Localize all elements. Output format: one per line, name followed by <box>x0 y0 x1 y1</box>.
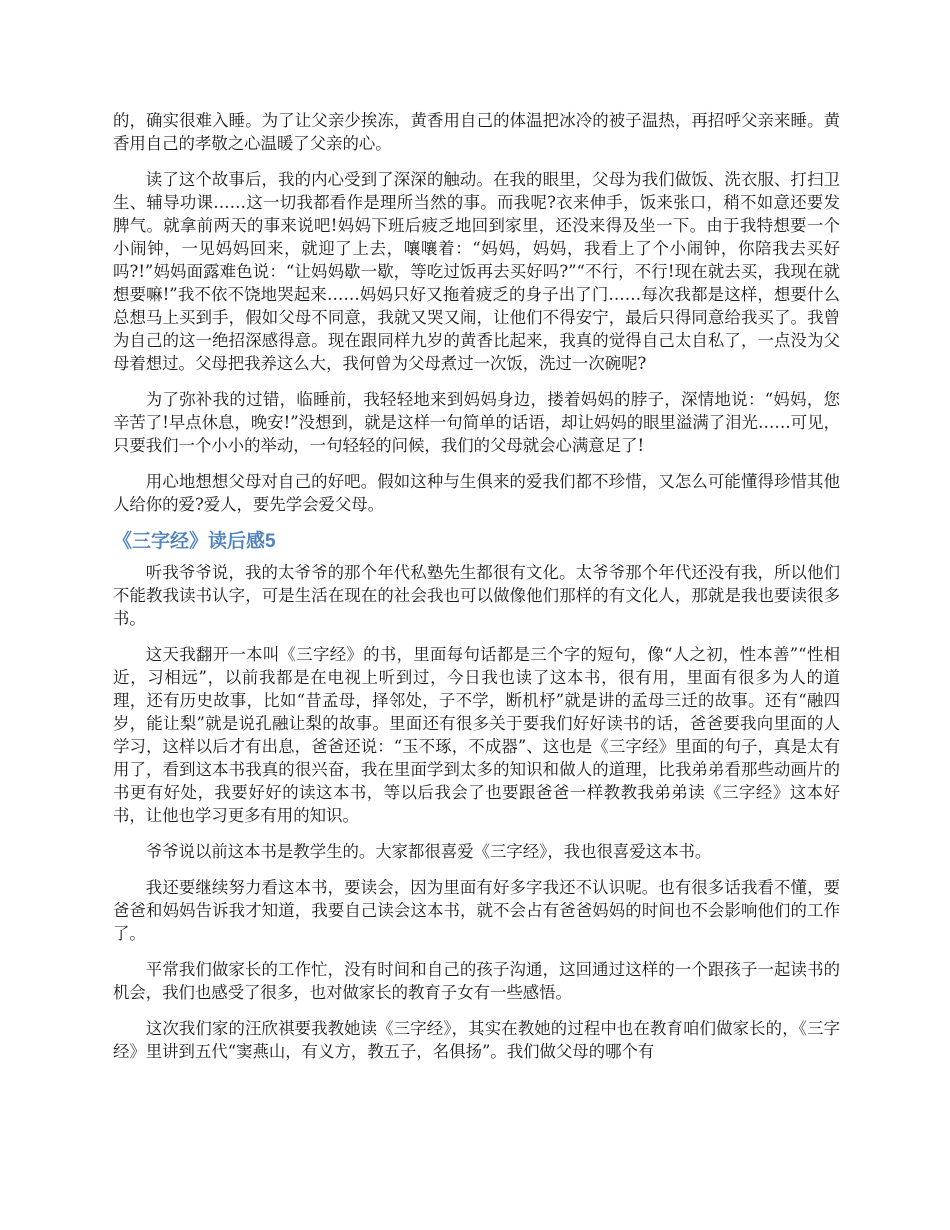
paragraph: 用心地想想父母对自己的好吧。假如这种与生俱来的爱我们都不珍惜，又怎么可能懂得珍惜其他人给你的爱?爱人，要先学会爱父母。 <box>113 472 840 514</box>
paragraph: 为了弥补我的过错，临睡前，我轻轻地来到妈妈身边，搂着妈妈的脖子，深情地说：“妈妈，您辛苦了!早点休息，晚安!”没想到，就是这样一句简单的话语，却让妈妈的眼里溢满了泪光……可见，只要我们一个小小的举动，一句轻轻的问候，我们的父母就会心满意足了! <box>113 390 840 455</box>
paragraph: 爷爷说以前这本书是教学生的。大家都很喜爱《三字经》，我也很喜爱这本书。 <box>145 842 712 861</box>
paragraph: 我还要继续努力看这本书，要读会，因为里面有好多字我还不认识呢。也有很多话我看不懂，要爸爸和妈妈告诉我才知道，我要自己读会这本书，就不会占有爸爸妈妈的时间也不会影响他们的工作了。 <box>113 878 840 943</box>
paragraph: 读了这个故事后，我的内心受到了深深的触动。在我的眼里，父母为我们做饭、洗衣服、打扫卫生、辅导功课……这一切我都看作是理所当然的事。而我呢?衣来伸手，饭来张口，稍不如意还要发脾气。就拿前两天的事来说吧!妈妈下班后疲乏地回到家里，还没来得及坐一下。由于我特想要一个小闹钟，一见妈妈回来，就迎了上去，嚷嚷着：“妈妈，妈妈，我看上了个小闹钟，你陪我去买好吗?!”妈妈面露难色说：“让妈妈歇一歇，等吃过饭再去买好吗?”“不行，不行!现在就去买，我现在就想要嘛!”我不依不饶地哭起来……妈妈只好又拖着疲乏的身子出了门……每次我都是这样，想要什么总想马上买到手，假如父母不同意，我就又哭又闹，让他们不得安宁，最后只得同意给我买了。我曾为自己的这一绝招深感得意。现在跟同样九岁的黄香比起来，我真的觉得自己太自私了，一点没为父母着想过。父母把我养这么大，我何曾为父母煮过一次饭，洗过一次碗呢? <box>113 170 840 373</box>
paragraph: 这天我翻开一本叫《三字经》的书，里面每句话都是三个字的短句，像“人之初，性本善”“性相近，习相远”，以前我都是在电视上听到过，今日我也读了这本书，很有用，里面有很多为人的道理，还有历史故事，比如“昔孟母，择邻处，子不学，断机杼”就是讲的孟母三迁的故事。还有“融四岁，能让梨”就是说孔融让梨的故事。里面还有很多关于要我们好好读书的话，爸爸要我向里面的人学习，这样以后才有出息，爸爸还说：“玉不琢，不成器”、这也是《三字经》里面的句子，真是太有用了，看到这本书我真的很兴奋，我在里面学到太多的知识和做人的道理，比我弟弟看那些动画片的书更有好处，我要好好的读这本书，等以后我会了也要跟爸爸一样教教我弟弟读《三字经》这本好书，让他也学习更多有用的知识。 <box>113 645 840 825</box>
paragraph: 平常我们做家长的工作忙，没有时间和自己的孩子沟通，这回通过这样的一个跟孩子一起读书的机会，我们也感受了很多，也对做家长的教育子女有一些感悟。 <box>113 960 840 1002</box>
paragraph-continuation: 的，确实很难入睡。为了让父亲少挨冻，黄香用自己的体温把冰冷的被子温热，再招呼父亲来睡。黄香用自己的孝敬之心温暖了父亲的心。 <box>113 111 840 153</box>
paragraph: 听我爷爷说，我的太爷爷的那个年代私塾先生都很有文化。太爷爷那个年代还没有我，所以他们不能教我读书认字，可是生活在现在的社会我也可以做像他们那样的有文化人，那就是我也要读很多书。 <box>113 563 840 628</box>
section-heading: 《三字经》读后感5 <box>113 531 276 552</box>
paragraph: 这次我们家的汪欣祺要我教她读《三字经》，其实在教她的过程中也在教育咱们做家长的，《三字经》里讲到五代“窦燕山，有义方，教五子，名俱扬”。我们做父母的哪个有 <box>113 1019 840 1061</box>
document-page <box>113 109 840 1076</box>
